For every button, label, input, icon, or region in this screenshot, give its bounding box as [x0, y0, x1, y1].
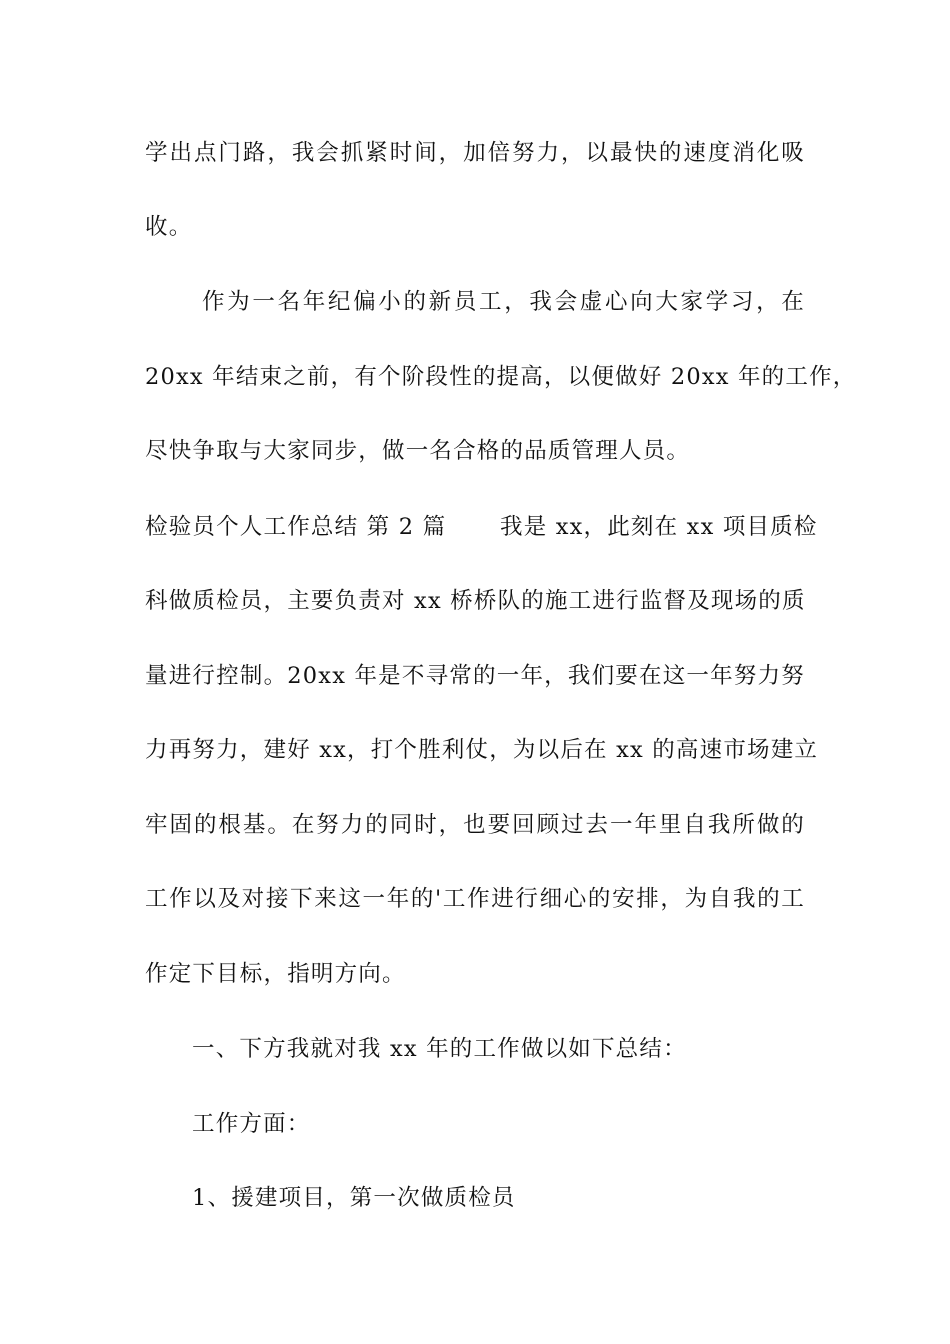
paragraph-line-12: 作定下目标，指明方向。: [145, 961, 406, 987]
paragraph-line-3: 作为一名年纪偏小的新员工，我会虚心向大家学习，在: [202, 289, 805, 315]
paragraph-line-4: 20xx 年结束之前，有个阶段性的提高，以便做好 20xx 年的工作，: [145, 364, 857, 390]
summary-intro-line: 一、下方我就对我 xx 年的工作做以如下总结：: [192, 1036, 687, 1062]
work-aspect-heading: 工作方面：: [192, 1111, 311, 1137]
paragraph-line-5: 尽快争取与大家同步，做一名合格的品质管理人员。: [145, 438, 691, 464]
section-heading: 检验员个人工作总结 第 2 篇: [145, 514, 447, 540]
list-item-1: 1、援建项目，第一次做质检员: [192, 1185, 516, 1211]
paragraph-line-10: 牢固的根基。在努力的同时，也要回顾过去一年里自我所做的: [145, 812, 805, 838]
paragraph-line-2: 收。: [145, 214, 193, 240]
paragraph-line-11: 工作以及对接下来这一年的'工作进行细心的安排，为自我的工: [145, 886, 805, 912]
paragraph-line-1: 学出点门路，我会抓紧时间，加倍努力，以最快的速度消化吸: [145, 140, 805, 166]
paragraph-line-9: 力再努力，建好 xx，打个胜利仗，为以后在 xx 的高速市场建立: [145, 737, 819, 763]
paragraph-line-6: 我是 xx，此刻在 xx 项目质检: [500, 514, 818, 540]
paragraph-line-8: 量进行控制。20xx 年是不寻常的一年，我们要在这一年努力努: [145, 663, 805, 689]
paragraph-line-7: 科做质检员，主要负责对 xx 桥桥队的施工进行监督及现场的质: [145, 588, 806, 614]
